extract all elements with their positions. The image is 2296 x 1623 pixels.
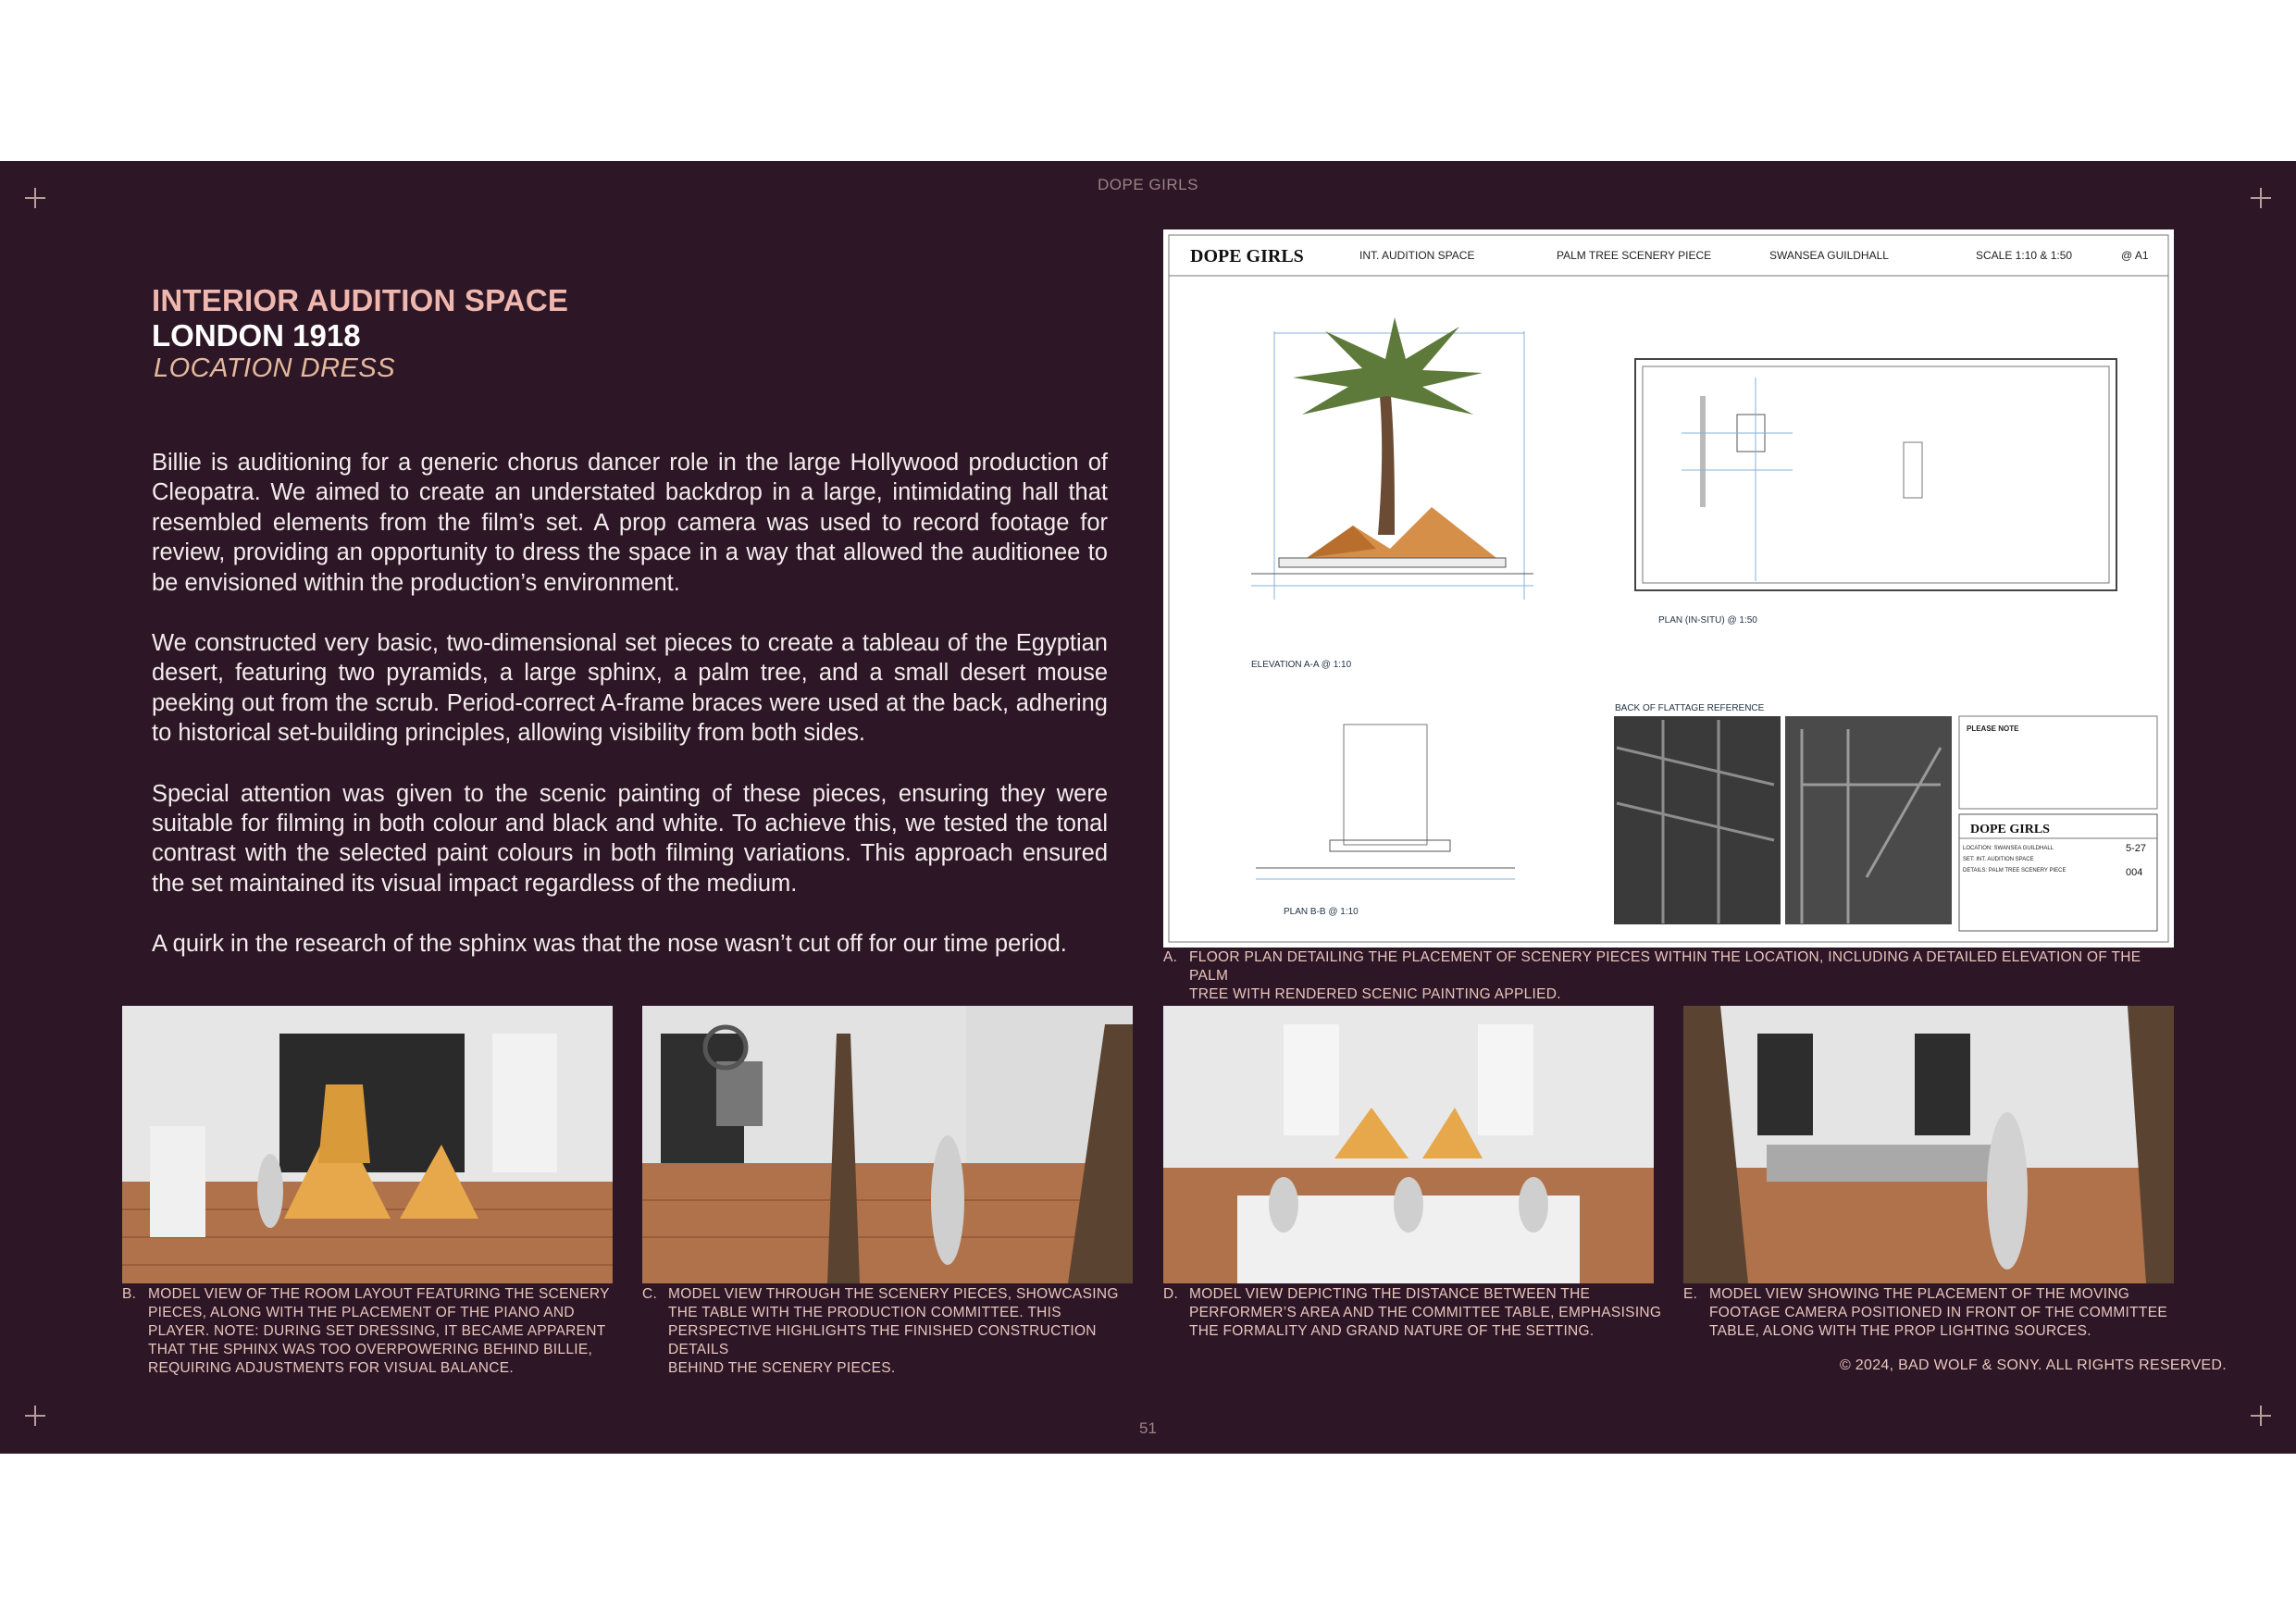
svg-text:ELEVATION A-A @ 1:10: ELEVATION A-A @ 1:10 xyxy=(1251,660,1352,670)
paragraph: We constructed very basic, two-dimensional set pieces to create a tableau of the Egyptian desert, featuring two pyramids, a large sphinx, a palm tree, and a small desert mouse peeking out from the scrub. Period-correct A-frame braces were used at the back, adhering to historical set-building principles, allowing visibility from both sides. xyxy=(152,630,1108,747)
page-spread: DOPE GIRLS INTERIOR AUDITION SPACE LONDON 1918 LOCATION DRESS Billie is auditioning for a generic chorus dancer role in the large Hollywood production of Cleopatra. We aimed to create an understated backdrop in a large, intimidating hall that resembled elements from the film’s set. A prop camera was used to record footage for review, providing an opportunity to dress the space in a way that allowed the auditionee to be envisioned within the production’s environment. We constructed very basic, two-dimensional set pieces to create a tableau of the Egyptian desert, featuring two pyramids, a large sphinx, a palm tree, and a small desert mouse peeking out from the scrub. Period-correct A-frame braces were used at the back, adhering to historical set-building principles, allowing visibility from both sides. Special attention was given to the scenic painting of these pieces, ensuring they were suitable for filming in both colour and black and white. To achieve this, we tested the tonal contrast with the selected paint colours in both filming variations. This approach ensured the set maintained its visual impact regardless of the medium. A quirk in the research of the sphinx was that the nose wasn’t cut off for our time period. DOPE GIRLS INT. AUDITION SPACE PALM TREE SCENERY PIECE SWANSEA GUILDHALL SCALE 1:10 & 1:50 @ A1 ELEVATION A-A @ 1:10 PLAN (IN-SITU) @ 1:50 PLAN B-B @ 1:10 BACK OF FLATTAGE REFERENCE PLEASE NOTE DOPE GIRLS LOCATION: SWANSEA GUILDHALL SET: INT. AUDITION SPACE DETAILS: PALM TREE SCENERY PIECE 5-27 004 A. FLOOR PLAN DETAILING THE PLACEMENT OF SCENERY PIECES WITHIN THE LOCATION, INCLUDING A DETAILED ELEVATION OF THE PALM TREE WITH RENDERED SCENIC PAINTING APPLIED. B. MODEL VIEW OF THE ROOM LAYOUT FEATURING THE SCENERY PIECES, ALONG WITH THE PLACEMENT OF THE PIANO AND PLAYER. NOTE: DURING SET DRESSING, IT BECAME APPARENT THAT THE SPHINX WAS TOO OVERPOWERING BEHIND BILLIE, REQUIRING ADJUSTMENTS FOR VISUAL BALANCE. C. MODEL VIEW THROUGH THE SCENERY PIECES, SHOWCASING THE TABLE WITH THE PRODUCTION COMMITTEE. THIS PERSPECTIVE HIGHLIGHTS THE FINISHED CONSTRUCTION DETAILS BEHIND THE SCENERY PIECES. D. MODEL VIEW DEPICTING THE DISTANCE BETWEEN THE PERFORMER’S AREA AND THE COMMITTEE TABLE, EMPHASISING THE FORMALITY AND GRAND NATURE OF THE SETTING. E. MODEL VIEW SHOWING THE PLACEMENT OF THE MOVING FOOTAGE CAMERA POSITIONED IN FRONT OF THE COMMITTEE TABLE, ALONG WITH THE PROP LIGHTING SOURCES. © 2024, BAD WOLF & SONY. ALL RIGHTS RESERVED. 51 xyxy=(0,161,2296,1454)
svg-text:PLAN (IN-SITU) @ 1:50: PLAN (IN-SITU) @ 1:50 xyxy=(1658,615,1757,626)
svg-text:PLAN B-B @ 1:10: PLAN B-B @ 1:10 xyxy=(1284,907,1359,917)
svg-text:INT. AUDITION SPACE: INT. AUDITION SPACE xyxy=(1359,249,1475,262)
svg-text:5-27: 5-27 xyxy=(2126,843,2147,854)
drawing-svg xyxy=(1163,229,2174,948)
svg-text:SET: INT. AUDITION SPACE: SET: INT. AUDITION SPACE xyxy=(1963,857,2034,862)
paragraph: A quirk in the research of the sphinx was that the nose wasn’t cut off for our time period. xyxy=(152,931,1067,958)
paragraph: Billie is auditioning for a generic chorus dancer role in the large Hollywood production of Cleopatra. We aimed to create an understated backdrop in a large, intimidating hall that resembled elements from the film’s set. A prop camera was used to record footage for review, providing an opportunity to dress the space in a way that allowed the auditionee to be envisioned within the production’s environment. xyxy=(152,450,1108,596)
drawing-title: DOPE GIRLS xyxy=(1190,246,1304,266)
section-subheading: LONDON 1918 xyxy=(152,318,361,353)
svg-text:004: 004 xyxy=(2126,867,2143,878)
section-heading: INTERIOR AUDITION SPACE xyxy=(152,283,569,317)
model-view-d xyxy=(1163,1006,1654,1283)
svg-text:SCALE 1:10 & 1:50: SCALE 1:10 & 1:50 xyxy=(1976,249,2073,262)
svg-text:PLEASE NOTE: PLEASE NOTE xyxy=(1967,725,2019,733)
svg-text:DOPE GIRLS: DOPE GIRLS xyxy=(1970,823,2050,836)
model-view-e xyxy=(1683,1006,2174,1283)
body-copy xyxy=(152,448,1108,990)
page-number: 51 xyxy=(1139,1419,1157,1437)
model-view-c xyxy=(642,1006,1133,1283)
paragraph: Special attention was given to the scenic painting of these pieces, ensuring they were suitable for filming in both colour and black and white. To achieve this, we tested the tonal contrast with the selected paint colours in both filming variations. This approach ensured the set maintained its visual impact regardless of the medium. xyxy=(152,780,1108,897)
model-view-b xyxy=(122,1006,613,1283)
svg-text:@ A1: @ A1 xyxy=(2121,249,2149,262)
svg-text:LOCATION: SWANSEA GUILDHALL: LOCATION: SWANSEA GUILDHALL xyxy=(1963,846,2054,851)
running-header: DOPE GIRLS xyxy=(1098,176,1198,193)
svg-text:BACK OF FLATTAGE REFERENCE: BACK OF FLATTAGE REFERENCE xyxy=(1615,703,1765,713)
svg-text:SWANSEA GUILDHALL: SWANSEA GUILDHALL xyxy=(1769,249,1889,262)
technical-drawing xyxy=(1163,229,2174,948)
section-label: LOCATION DRESS xyxy=(154,353,396,383)
copyright-notice: © 2024, BAD WOLF & SONY. ALL RIGHTS RESERVED. xyxy=(1839,1357,2227,1373)
svg-text:DETAILS: PALM TREE SCENERY PIE: DETAILS: PALM TREE SCENERY PIECE xyxy=(1963,868,2066,873)
svg-text:PALM TREE SCENERY PIECE: PALM TREE SCENERY PIECE xyxy=(1557,249,1712,262)
